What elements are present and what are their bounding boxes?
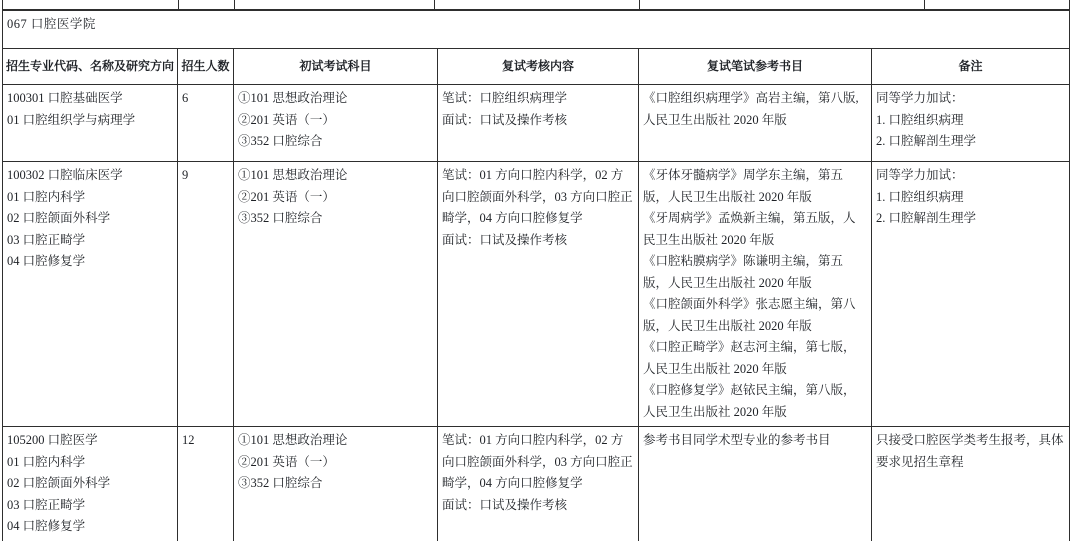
- subjects-cell-line: ②201 英语（一）: [238, 189, 335, 204]
- reexam-cell: [438, 85, 639, 162]
- notes-cell-line: 2. 口腔解剖生理学: [876, 211, 977, 225]
- subjects-cell-line: ②201 英语（一）: [238, 454, 335, 469]
- section-title-row: [3, 11, 1070, 49]
- quota-cell: 12: [178, 427, 234, 541]
- subjects-cell-line: ③352 口腔综合: [238, 211, 323, 225]
- subjects-cell: [234, 162, 438, 427]
- subjects-cell: [234, 85, 438, 162]
- books-cell-line: 《口腔正畸学》赵志河主编，第七版，人民卫生出版社 2020 年版: [643, 340, 856, 376]
- column-divider: [434, 0, 435, 9]
- subjects-cell-line: ③352 口腔综合: [238, 476, 323, 490]
- program-cell-line: 100301 口腔基础医学: [7, 91, 123, 105]
- program-cell-line: 03 口腔正畸学: [7, 497, 86, 512]
- reexam-cell-line: 笔试：01 方向口腔内科学，02 方向口腔颌面外科学，03 方向口腔正畸学，04 方向口腔修复学: [442, 168, 633, 225]
- program-cell-line: 105200 口腔医学: [7, 433, 98, 447]
- notes-cell: [872, 427, 1070, 541]
- books-cell-line: 《牙周病学》孟焕新主编，第五版，人民卫生出版社 2020 年版: [643, 211, 856, 247]
- reexam-cell: [438, 427, 639, 541]
- admissions-table: [2, 10, 1070, 541]
- program-cell-line: 03 口腔正畸学: [7, 232, 86, 247]
- table-row: [3, 85, 1070, 162]
- program-cell-line: 01 口腔内科学: [7, 189, 86, 204]
- reexam-cell-line: 面试：口试及操作考核: [442, 232, 568, 247]
- books-cell-line: 《口腔组织病理学》高岩主编，第八版,人民卫生出版社 2020 年版: [643, 91, 859, 127]
- notes-cell-line: 2. 口腔解剖生理学: [876, 134, 977, 148]
- header-initial-subjects: 初试考试科目: [234, 49, 438, 85]
- table-row: [3, 162, 1070, 427]
- program-cell-line: 02 口腔颌面外科学: [7, 476, 111, 490]
- reexam-cell: [438, 162, 639, 427]
- column-divider: [178, 0, 179, 9]
- header-reference-books: 复试笔试参考书目: [639, 49, 872, 85]
- books-cell: [639, 427, 872, 541]
- books-cell-line: 《口腔粘膜病学》陈谦明主编，第五版，人民卫生出版社 2020 年版: [643, 254, 844, 290]
- subjects-cell-line: ①101 思想政治理论: [238, 91, 348, 105]
- notes-cell: [872, 85, 1070, 162]
- notes-cell: [872, 162, 1070, 427]
- table-header-row: [3, 49, 1070, 85]
- section-title: 067 口腔医学院: [3, 11, 1070, 49]
- quota-cell: 6: [178, 85, 234, 162]
- quota-cell: 9: [178, 162, 234, 427]
- header-remarks: 备注: [872, 49, 1070, 85]
- program-cell-line: 04 口腔修复学: [7, 519, 86, 533]
- reexam-cell-line: 面试：口试及操作考核: [442, 112, 568, 127]
- books-cell: [639, 162, 872, 427]
- subjects-cell-line: ②201 英语（一）: [238, 112, 335, 127]
- books-cell-line: 参考书目同学术型专业的参考书目: [643, 433, 831, 447]
- reexam-cell-line: 笔试：01 方向口腔内科学，02 方向口腔颌面外科学，03 方向口腔正畸学，04 方向口腔修复学: [442, 433, 633, 490]
- books-cell-line: 《口腔颌面外科学》张志愿主编，第八版，人民卫生出版社 2020 年版: [643, 297, 856, 333]
- reexam-cell-line: 笔试：口腔组织病理学: [442, 91, 568, 105]
- notes-cell-line: 只接受口腔医学类考生报考，具体要求见招生章程: [876, 433, 1064, 469]
- program-cell-line: 04 口腔修复学: [7, 254, 86, 268]
- notes-cell-line: 1. 口腔组织病理: [876, 112, 964, 127]
- column-divider: [234, 0, 235, 9]
- header-quota: 招生人数: [178, 49, 234, 85]
- previous-table-partial-row: [2, 0, 1070, 10]
- column-divider: [924, 0, 925, 9]
- program-cell-line: 100302 口腔临床医学: [7, 168, 123, 182]
- subjects-cell-line: ①101 思想政治理论: [238, 168, 348, 182]
- reexam-cell-line: 面试：口试及操作考核: [442, 497, 568, 512]
- header-reexam-content: 复试考核内容: [438, 49, 639, 85]
- table-row: [3, 427, 1070, 541]
- notes-cell-line: 同等学力加试：: [876, 91, 964, 105]
- notes-cell-line: 同等学力加试：: [876, 168, 964, 182]
- notes-cell-line: 1. 口腔组织病理: [876, 189, 964, 204]
- books-cell-line: 《口腔修复学》赵铱民主编，第八版，人民卫生出版社 2020 年版: [643, 383, 856, 419]
- subjects-cell: [234, 427, 438, 541]
- subjects-cell-line: ③352 口腔综合: [238, 134, 323, 148]
- program-cell-line: 01 口腔内科学: [7, 454, 86, 469]
- program-cell-line: 01 口腔组织学与病理学: [7, 112, 136, 127]
- header-program: 招生专业代码、名称及研究方向: [3, 49, 178, 85]
- program-cell-line: 02 口腔颌面外科学: [7, 211, 111, 225]
- column-divider: [639, 0, 640, 9]
- books-cell-line: 《牙体牙髓病学》周学东主编，第五版，人民卫生出版社 2020 年版: [643, 168, 844, 204]
- program-cell: [3, 162, 178, 427]
- books-cell: [639, 85, 872, 162]
- program-cell: [3, 427, 178, 541]
- program-cell: [3, 85, 178, 162]
- subjects-cell-line: ①101 思想政治理论: [238, 433, 348, 447]
